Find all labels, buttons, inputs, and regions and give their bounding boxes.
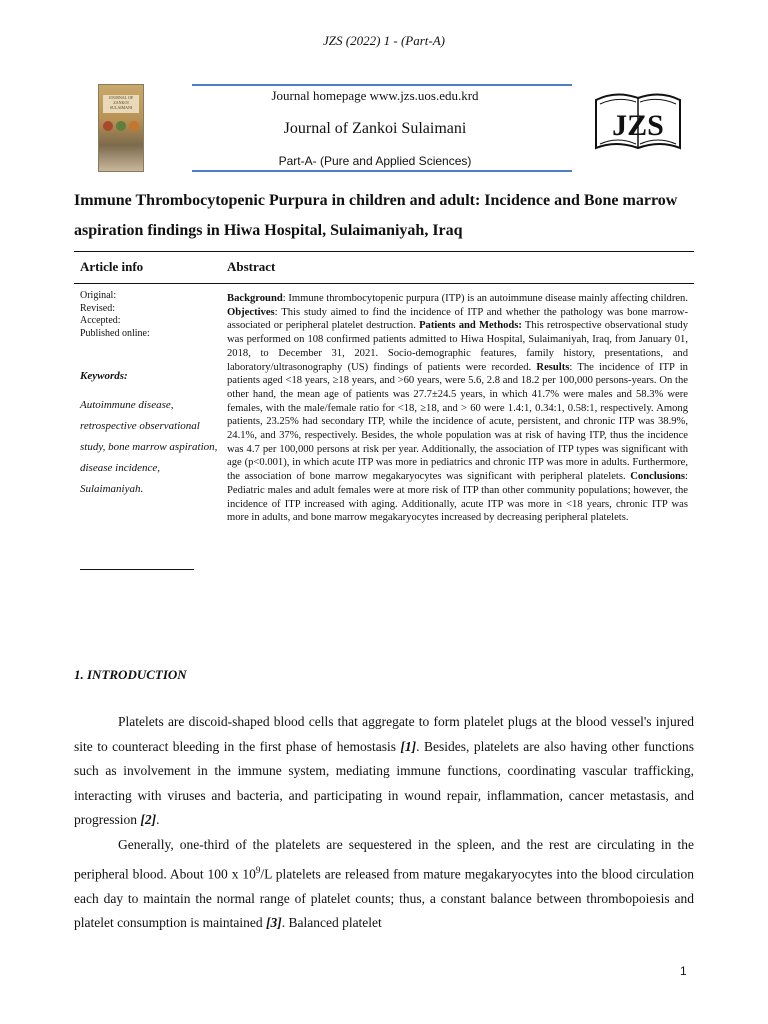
background-text: : Immune thrombocytopenic purpura (ITP) is an autoimmune disease mainly affecting children. — [282, 293, 688, 304]
paragraph-text: . — [156, 812, 160, 828]
page-number: 1 — [680, 964, 687, 978]
journal-part: Part-A- (Pure and Applied Sciences) — [278, 154, 472, 168]
superscript: 9 — [255, 864, 261, 875]
running-head: JZS (2022) 1 - (Part-A) — [322, 33, 446, 48]
keywords-list: Autoimmune disease, retrospective observational study, bone marrow aspiration, disease incidence, Sulaimaniyah. — [80, 398, 218, 495]
paragraph-text: . Besides, platelets are also having other functions such as involvement in the immune system, mediating immune functions, coordinating vascular trafficking, interacting with viruses and bacteria, and participating in wound repair, inflammation, cancer metastasis, and progression — [74, 738, 694, 828]
results-label: Results — [536, 361, 570, 373]
introduction-body — [74, 710, 694, 936]
section-heading: 1. INTRODUCTION — [74, 667, 187, 682]
methods-text: This retrospective observational study was performed on 108 confirmed patients admitted to Hiwa Hospital, Sulaimaniyah, Iraq, from January 01, 2018, to December 31, 2021. Socio-demographic features, family history, presentations, and laboratory/ultrasonography (US) findings of patients were recorded. — [227, 320, 688, 373]
logo-text: JZS — [612, 109, 664, 142]
paragraph-text: . Balanced platelet — [281, 915, 382, 931]
article-title: Immune Thrombocytopenic Purpura in children and adult: Incidence and Bone marrow aspiration findings in Hiwa Hospital, Sulaimaniyah, Iraq — [74, 192, 678, 239]
paragraph-text: /L platelets are released from mature megakaryocytes into the blood circulation each day to maintain the normal range of platelet counts; thus, a constant balance between thrombopoiesis and platelet consumption is maintained — [74, 866, 694, 931]
article-info-column — [80, 290, 220, 500]
date-original: Original: — [80, 290, 117, 301]
article-info-header: Article info — [80, 259, 144, 274]
header-top-rule — [192, 84, 572, 86]
abstract-header: Abstract — [227, 259, 276, 274]
cover-figure-2 — [116, 121, 126, 131]
date-revised: Revised: — [80, 302, 115, 314]
journal-homepage: Journal homepage www.jzs.uos.edu.krd — [271, 88, 479, 103]
objectives-label: Objectives — [227, 306, 275, 318]
journal-cover-image — [98, 84, 144, 172]
citation-link[interactable]: [2] — [140, 812, 157, 828]
keywords-label: Keywords: — [80, 370, 128, 382]
abstract-body — [227, 292, 688, 525]
methods-label: Patients and Methods: — [419, 320, 522, 332]
paragraph — [74, 833, 694, 936]
journal-name: Journal of Zankoi Sulaimani — [283, 120, 467, 137]
cover-title: JOURNAL OF ZANKOI SULAIMANI — [103, 95, 139, 113]
jzs-logo — [592, 86, 684, 158]
header-bottom-rule — [192, 170, 572, 172]
cover-figure-3 — [129, 121, 139, 131]
table-top-rule — [74, 251, 694, 252]
background-label: Background — [227, 293, 283, 304]
date-accepted: Accepted: — [80, 315, 121, 326]
cover-figure-1 — [103, 121, 113, 131]
paragraph — [74, 710, 694, 833]
citation-link[interactable]: [1] — [400, 738, 417, 754]
paragraph-text: Platelets are discoid-shaped blood cells that aggregate to form platelet plugs at the blood vessel's injured site to counteract bleeding in the first phase of hemostasis — [74, 714, 694, 754]
keywords-rule — [80, 569, 194, 570]
conclusions-label: Conclusions — [630, 471, 686, 483]
citation-link[interactable]: [3] — [265, 915, 282, 931]
conclusions-text: : Pediatric males and adult females were at more risk of ITP than other community populations; however, the incidence of ITP increased with aging. Additionally, acute ITP was more in <18 years, chronic ITP was more in adults, and bone marrow megakaryocytes increased by decreasing peripheral platelets. — [227, 471, 688, 524]
objectives-text: : This study aimed to find the incidence of ITP and whether the pathology was bone marrow-associated or peripheral platelet destruction. — [227, 306, 688, 332]
date-published: Published online: — [80, 327, 150, 339]
table-header-rule — [74, 283, 694, 284]
paragraph-text: Generally, one-third of the platelets are sequestered in the spleen, and the rest are circulating in the peripheral blood. About 100 x 10 — [74, 836, 694, 882]
results-text: : The incidence of ITP in patients aged <18 years, ≥18 years, and >60 years, were 5.6, 2.8 and 18.2 per 100,000 persons-years. On the other hand, the mean age of patients was 27.7±24.5 years, in which 41.7% were males and 58.3% were females, with the male/female ratio for <18, ≥18, and > 60 were 1.4:1, 0.34:1, 0.58:1, respectively. Among patients, 23.25% had secondary ITP, while the incidence of acute, persistent, and chronic ITP was 38.9%, 24.1%, and 37%, respectively. Besides, the whole population was at risk of having ITP, thus the incidence was 4.7 per 100,000 persons at risk per year. Additionally, the association of ITP types was significant with age (p<0.001), in which acute ITP was more in pediatrics and chronic ITP was more in adults. Furthermore, the association of bone marrow megakaryocytes was significant with peripheral platelets. — [227, 361, 688, 483]
